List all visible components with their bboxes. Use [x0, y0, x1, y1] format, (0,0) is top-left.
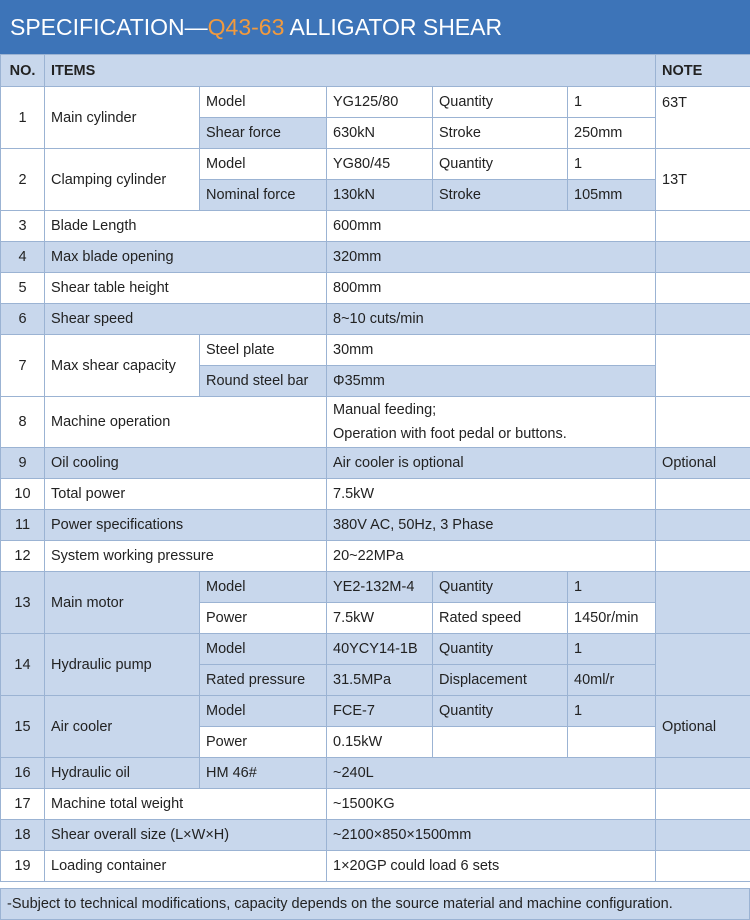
item-value: 320mm: [327, 242, 656, 273]
row-no: 9: [1, 448, 45, 479]
item-name: Shear table height: [45, 273, 327, 304]
item-name: System working pressure: [45, 541, 327, 572]
footnote: -Subject to technical modifications, capacity depends on the source material and machine configuration.: [0, 888, 750, 920]
sub-label: Power: [200, 727, 327, 758]
sub-label: Shear force: [200, 118, 327, 149]
sub-value2: 1: [568, 696, 656, 727]
table-row: [1, 273, 750, 304]
row-note: [656, 572, 750, 634]
sub-value2: 40ml/r: [568, 665, 656, 696]
table-row: [1, 572, 750, 603]
sub-label: Nominal force: [200, 180, 327, 211]
table-row: [1, 696, 750, 727]
sub-value: YG80/45: [327, 149, 433, 180]
sub-value: 30mm: [327, 335, 656, 366]
row-no: 7: [1, 335, 45, 397]
item-value: Air cooler is optional: [327, 448, 656, 479]
sub-value2: 1: [568, 87, 656, 118]
row-no: 5: [1, 273, 45, 304]
item-name: Oil cooling: [45, 448, 327, 479]
row-note: [656, 510, 750, 541]
sub-label: Round steel bar: [200, 366, 327, 397]
row-note: 63T: [656, 87, 750, 149]
row-note: [656, 758, 750, 789]
title-model: Q43-63: [207, 14, 285, 40]
row-note: [656, 820, 750, 851]
row-note: [656, 851, 750, 882]
sub-label2: Quantity: [433, 87, 568, 118]
row-no: 13: [1, 572, 45, 634]
item-name: Clamping cylinder: [45, 149, 200, 211]
row-note: Optional: [656, 448, 750, 479]
sub-label2: Stroke: [433, 118, 568, 149]
item-name: Power specifications: [45, 510, 327, 541]
item-name: Main cylinder: [45, 87, 200, 149]
row-note: 13T: [656, 149, 750, 211]
sub-value: 130kN: [327, 180, 433, 211]
item-value: 600mm: [327, 211, 656, 242]
row-no: 4: [1, 242, 45, 273]
table-row: [1, 820, 750, 851]
row-no: 6: [1, 304, 45, 335]
sub-label2: Rated speed: [433, 603, 568, 634]
row-note: [656, 211, 750, 242]
table-row: [1, 397, 750, 448]
sub-value2: 1: [568, 572, 656, 603]
sub-value: Φ35mm: [327, 366, 656, 397]
sub-value: 0.15kW: [327, 727, 433, 758]
sub-label2: Quantity: [433, 696, 568, 727]
row-no: 8: [1, 397, 45, 448]
table-row: [1, 242, 750, 273]
row-no: 15: [1, 696, 45, 758]
table-row: [1, 211, 750, 242]
row-note: [656, 242, 750, 273]
table-row: [1, 510, 750, 541]
table-header-row: [1, 55, 750, 87]
table-row: [1, 541, 750, 572]
page-title: [0, 0, 750, 54]
sub-label: Steel plate: [200, 335, 327, 366]
row-no: 2: [1, 149, 45, 211]
row-no: 18: [1, 820, 45, 851]
value-line-2: Operation with foot pedal or buttons.: [333, 426, 567, 442]
row-note: [656, 479, 750, 510]
sub-value2: 250mm: [568, 118, 656, 149]
title-suffix: ALLIGATOR SHEAR: [284, 14, 503, 40]
table-row: [1, 304, 750, 335]
title-prefix: SPECIFICATION—: [10, 14, 208, 40]
spec-table: [0, 54, 750, 882]
sub-label: Model: [200, 696, 327, 727]
row-no: 14: [1, 634, 45, 696]
row-no: 1: [1, 87, 45, 149]
row-note: [656, 273, 750, 304]
row-note: [656, 634, 750, 696]
header-note: NOTE: [656, 55, 750, 87]
item-name: Max shear capacity: [45, 335, 200, 397]
item-name: Shear overall size (L×W×H): [45, 820, 327, 851]
table-row: [1, 789, 750, 820]
row-no: 3: [1, 211, 45, 242]
sub-label2: [433, 727, 568, 758]
item-value: 800mm: [327, 273, 656, 304]
value-line-1: Manual feeding;: [333, 402, 437, 418]
item-name: Total power: [45, 479, 327, 510]
item-value: 20~22MPa: [327, 541, 656, 572]
sub-value: 7.5kW: [327, 603, 433, 634]
sub-label: Model: [200, 572, 327, 603]
sub-value2: 1: [568, 149, 656, 180]
item-name: Machine operation: [45, 397, 327, 448]
item-name: Main motor: [45, 572, 200, 634]
item-name: Machine total weight: [45, 789, 327, 820]
table-row: [1, 87, 750, 118]
item-name: Air cooler: [45, 696, 200, 758]
sub-label2: Stroke: [433, 180, 568, 211]
sub-value: YG125/80: [327, 87, 433, 118]
sub-label2: Quantity: [433, 149, 568, 180]
item-value: 8~10 cuts/min: [327, 304, 656, 335]
table-row: [1, 335, 750, 366]
row-note: [656, 789, 750, 820]
sub-label: Rated pressure: [200, 665, 327, 696]
item-value: 380V AC, 50Hz, 3 Phase: [327, 510, 656, 541]
table-row: [1, 851, 750, 882]
row-no: 11: [1, 510, 45, 541]
sub-value2: 1: [568, 634, 656, 665]
sub-label: Model: [200, 149, 327, 180]
header-no: NO.: [1, 55, 45, 87]
item-value: 1×20GP could load 6 sets: [327, 851, 656, 882]
sub-value2: [568, 727, 656, 758]
item-value: ~1500KG: [327, 789, 656, 820]
sub-label2: Displacement: [433, 665, 568, 696]
item-name: Hydraulic pump: [45, 634, 200, 696]
sub-value: 630kN: [327, 118, 433, 149]
row-no: 12: [1, 541, 45, 572]
row-note: [656, 541, 750, 572]
row-no: 19: [1, 851, 45, 882]
row-no: 10: [1, 479, 45, 510]
item-name: Max blade opening: [45, 242, 327, 273]
sub-value: FCE-7: [327, 696, 433, 727]
item-value: ~2100×850×1500mm: [327, 820, 656, 851]
table-row: [1, 479, 750, 510]
sub-label2: Quantity: [433, 572, 568, 603]
row-note: [656, 397, 750, 448]
sub-label2: Quantity: [433, 634, 568, 665]
sub-value: 40YCY14-1B: [327, 634, 433, 665]
item-name: Hydraulic oil: [45, 758, 200, 789]
sub-label: Model: [200, 634, 327, 665]
sub-value2: 105mm: [568, 180, 656, 211]
item-name: Loading container: [45, 851, 327, 882]
item-value: 7.5kW: [327, 479, 656, 510]
row-note: [656, 335, 750, 397]
sub-label: Model: [200, 87, 327, 118]
row-no: 17: [1, 789, 45, 820]
sub-label: HM 46#: [200, 758, 327, 789]
sub-value: 31.5MPa: [327, 665, 433, 696]
header-items: ITEMS: [45, 55, 656, 87]
row-note: Optional: [656, 696, 750, 758]
item-name: Blade Length: [45, 211, 327, 242]
sub-label: Power: [200, 603, 327, 634]
table-row: [1, 634, 750, 665]
table-row: [1, 448, 750, 479]
item-value: ~240L: [327, 758, 656, 789]
sub-value: YE2-132M-4: [327, 572, 433, 603]
table-row: [1, 758, 750, 789]
row-no: 16: [1, 758, 45, 789]
item-value: [327, 397, 656, 448]
sub-value2: 1450r/min: [568, 603, 656, 634]
table-row: [1, 149, 750, 180]
item-name: Shear speed: [45, 304, 327, 335]
row-note: [656, 304, 750, 335]
